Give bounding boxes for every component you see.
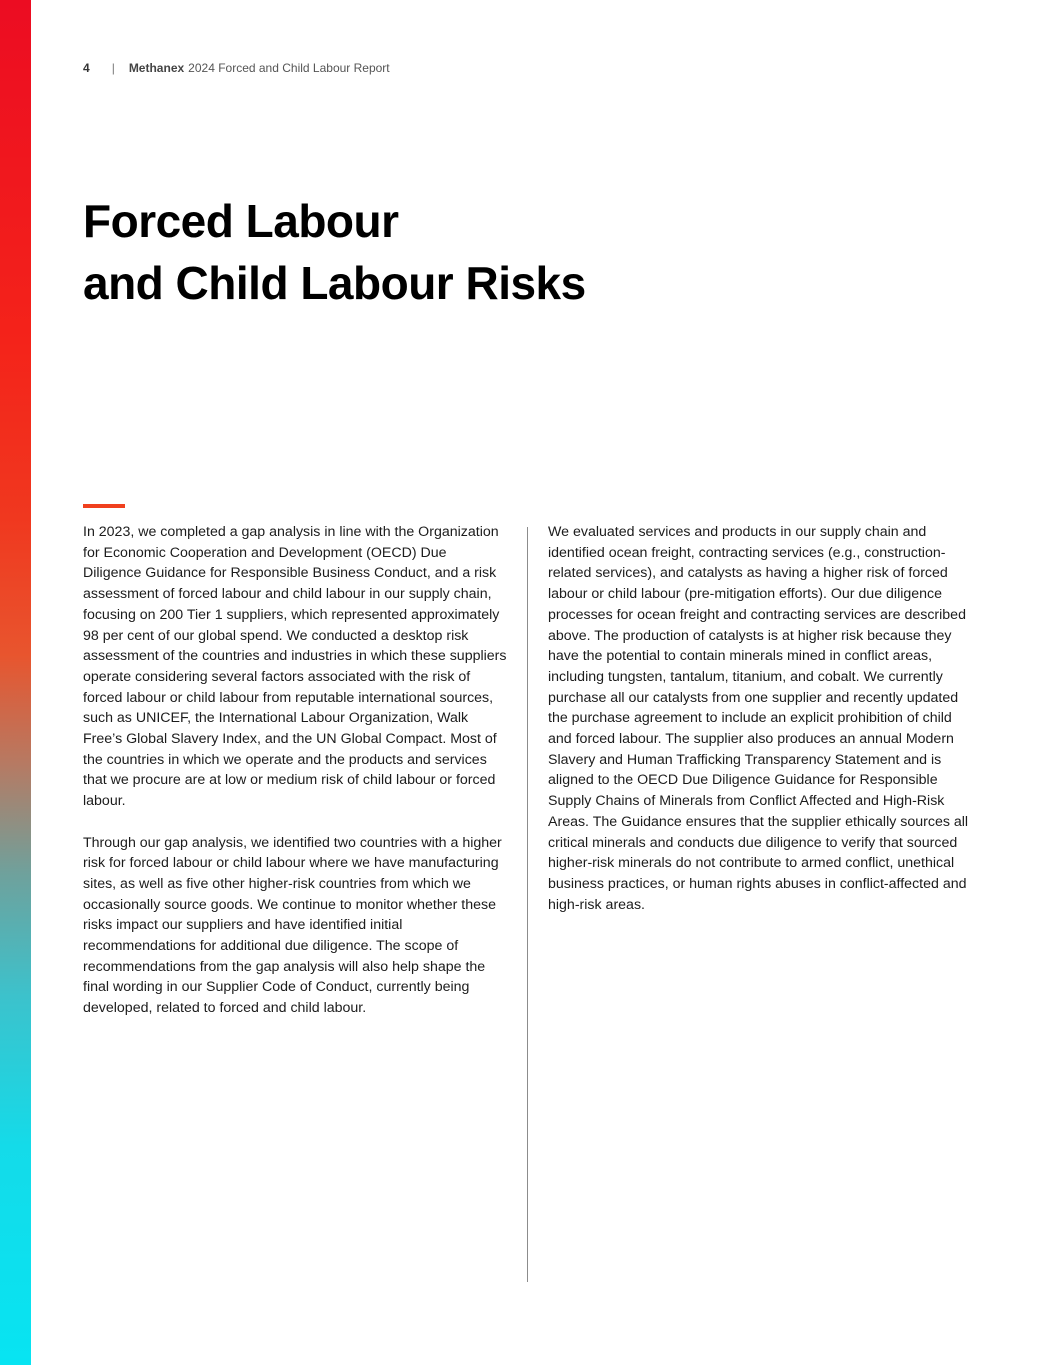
body-column-right xyxy=(548,522,976,936)
page-number: 4 xyxy=(83,61,90,75)
accent-rule xyxy=(83,504,125,508)
header-separator: | xyxy=(111,61,115,75)
page-header xyxy=(83,61,390,75)
report-title: 2024 Forced and Child Labour Report xyxy=(188,61,390,75)
body-paragraph: We evaluated services and products in our supply chain and identified ocean freight, contracting services (e.g., construction-related services), and catalysts as having a higher risk of forced labour or child labour (pre-mitigation efforts). Our due diligence processes for ocean freight and contracting services are described above. The production of catalysts is at higher risk because they have the potential to contain minerals mined in conflict areas, including tungsten, tantalum, titanium, and cobalt. We currently purchase all our catalysts from one supplier and recently updated the purchase agreement to include an explicit prohibition of child and forced labour. The supplier also produces an annual Modern Slavery and Human Trafficking Transparency Statement and is aligned to the OECD Due Diligence Guidance for Responsible Supply Chains of Minerals from Conflict Affected and High-Risk Areas. The Guidance ensures that the supplier ethically sources all critical minerals and conducts due diligence to verify that sourced higher-risk minerals do not contribute to armed conflict, unethical business practices, or human rights abuses in conflict-affected and high-risk areas. xyxy=(548,524,969,913)
page-title-line-2: and Child Labour Risks xyxy=(83,257,586,309)
page-title xyxy=(83,190,586,314)
body-column-left xyxy=(83,522,507,1040)
brand-name: Methanex xyxy=(128,61,185,75)
column-divider xyxy=(527,527,528,1282)
body-paragraph: In 2023, we completed a gap analysis in line with the Organization for Economic Cooperation and Development (OECD) Due Diligence Guidance for Responsible Business Conduct, and a risk assessment of forced labour and child labour in our supply chain, focusing on 200 Tier 1 suppliers, which represented approximately 98 per cent of our global spend. We conducted a desktop risk assessment of the countries and industries in which these suppliers operate considering several factors associated with the risk of forced labour or child labour from reputable international sources, such as UNICEF, the International Labour Organization, Walk Free’s Global Slavery Index, and the UN Global Compact. Most of the countries in which we operate and the products and services that we procure are at low or medium risk of child labour or forced labour. xyxy=(83,524,507,810)
page-title-line-1: Forced Labour xyxy=(83,195,399,247)
decorative-gradient-band xyxy=(0,0,31,1365)
body-paragraph: Through our gap analysis, we identified two countries with a higher risk for forced labour or child labour where we have manufacturing sites, as well as five other higher-risk countries from which we occasionally source goods. We continue to monitor whether these risks impact our suppliers and have identified initial recommendations for additional due diligence. The scope of recommendations from the gap analysis will also help shape the final wording in our Supplier Code of Conduct, currently being developed, related to forced and child labour. xyxy=(83,834,502,1017)
